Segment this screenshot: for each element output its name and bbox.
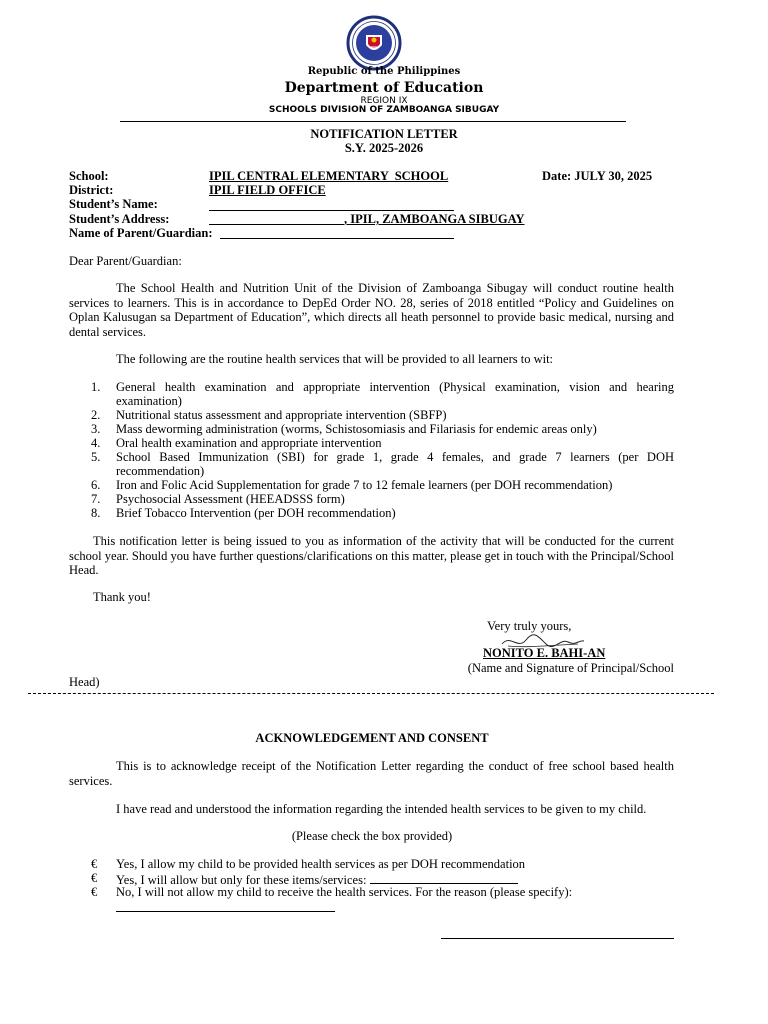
thanks-text: Thank you!: [93, 590, 151, 604]
list-item-number: 2.: [91, 408, 101, 422]
list-item-text: Oral health examination and appropriate intervention: [116, 436, 382, 450]
list-item-text: General health examination and appropriate intervention (Physical examination, vision and hearing examination): [116, 380, 674, 408]
list-item-text: Nutritional status assessment and appropriate intervention (SBFP): [116, 408, 447, 422]
student-address-field[interactable]: [209, 224, 344, 225]
list-item: [69, 492, 674, 506]
parent-signature-field[interactable]: [441, 938, 674, 939]
signer-name: NONITO E. BAHI-AN: [483, 646, 606, 660]
list-item-number: 4.: [91, 436, 101, 450]
list-item: [69, 478, 674, 492]
reason-field[interactable]: [116, 911, 335, 912]
department-text: Department of Education: [284, 80, 484, 96]
list-item-number: 5.: [91, 450, 101, 464]
list-item-text: Mass deworming administration (worms, Schistosomiasis and Filariasis for endemic areas only): [116, 422, 597, 436]
list-item-text: School Based Immunization (SBI) for grade 1, grade 4 females, and grade 7 learners (per DOH recommendation): [116, 450, 674, 478]
guardian-name-field[interactable]: [220, 238, 454, 239]
list-item-number: 3.: [91, 422, 101, 436]
list-item-number: 8.: [91, 506, 101, 520]
signer-role-line1: (Name and Signature of Principal/School: [467, 661, 674, 675]
header-divider: [120, 121, 626, 122]
deped-seal-icon: [346, 15, 402, 71]
list-item-number: 6.: [91, 478, 101, 492]
school-label: School:: [69, 169, 109, 183]
closing-text: Very truly yours,: [487, 619, 572, 633]
letter-date: Date: JULY 30, 2025: [542, 169, 653, 183]
student-name-label: Student’s Name:: [69, 197, 158, 211]
school-value: IPIL CENTRAL ELEMENTARY SCHOOL: [209, 169, 449, 183]
district-label: District:: [69, 183, 114, 197]
student-address-value: , IPIL, ZAMBOANGA SIBUGAY: [344, 212, 525, 226]
list-item: [69, 422, 674, 436]
check-instruction: (Please check the box provided): [291, 829, 453, 843]
consent-checkbox-2[interactable]: €: [91, 871, 98, 885]
consent-option-3: No, I will not allow my child to receive the health services. For the reason (please specify):: [116, 885, 573, 899]
student-name-field[interactable]: [209, 210, 454, 211]
consent-option-2-text: Yes, I will allow but only for these items/services:: [116, 873, 367, 887]
intro-paragraph: The School Health and Nutrition Unit of the Division of Zamboanga Sibugay will conduct routine health services to learners. This is in accordance to DepEd Order NO. 28, series of 2018 entitled “Policy and Guidelines on Oplan Kalusugan sa Department of Education”, which directs all heath personnel to provide basic medical, nursing and dental services.: [69, 281, 674, 339]
republic-text: Republic of the Philippines: [307, 66, 461, 77]
consent-title: ACKNOWLEDGEMENT AND CONSENT: [255, 731, 489, 745]
signer-role-line2: Head): [69, 675, 100, 689]
guardian-label: Name of Parent/Guardian:: [69, 226, 213, 240]
list-item-number: 1.: [91, 380, 101, 394]
consent-paragraph-1: This is to acknowledge receipt of the Notification Letter regarding the conduct of free school based health services.: [69, 759, 674, 788]
district-value: IPIL FIELD OFFICE: [209, 183, 326, 197]
closing-paragraph: This notification letter is being issued to you as information of the activity that will be conducted for the current school year. Should you have further questions/clarifications on this matter, please get in touch with the Principal/School Head.: [69, 534, 674, 577]
list-item: [69, 450, 674, 478]
consent-checkbox-1[interactable]: €: [91, 857, 98, 871]
salutation: Dear Parent/Guardian:: [69, 254, 182, 268]
student-address-label: Student’s Address:: [69, 212, 170, 226]
list-item: [69, 506, 674, 520]
list-item: [69, 436, 674, 450]
consent-paragraph-2: I have read and understood the information regarding the intended health services to be given to my child.: [116, 802, 647, 816]
letter-title: NOTIFICATION LETTER: [310, 127, 458, 141]
list-item-text: Iron and Folic Acid Supplementation for grade 7 to 12 female learners (per DOH recommendation): [116, 478, 613, 492]
school-year: S.Y. 2025-2026: [344, 141, 424, 155]
specific-services-field[interactable]: [370, 871, 518, 884]
region-text: REGION IX: [360, 96, 408, 106]
list-item-text: Brief Tobacco Intervention (per DOH recommendation): [116, 506, 396, 520]
cut-line: [28, 693, 714, 694]
division-text: SCHOOLS DIVISION OF ZAMBOANGA SIBUGAY: [268, 105, 500, 115]
list-item: [69, 380, 674, 408]
list-item: [69, 408, 674, 422]
list-item-text: Psychosocial Assessment (HEEADSSS form): [116, 492, 345, 506]
consent-option-1: Yes, I allow my child to be provided health services as per DOH recommendation: [116, 857, 526, 871]
list-item-number: 7.: [91, 492, 101, 506]
services-intro: The following are the routine health services that will be provided to all learners to wit:: [116, 352, 554, 366]
consent-checkbox-3[interactable]: €: [91, 885, 98, 899]
